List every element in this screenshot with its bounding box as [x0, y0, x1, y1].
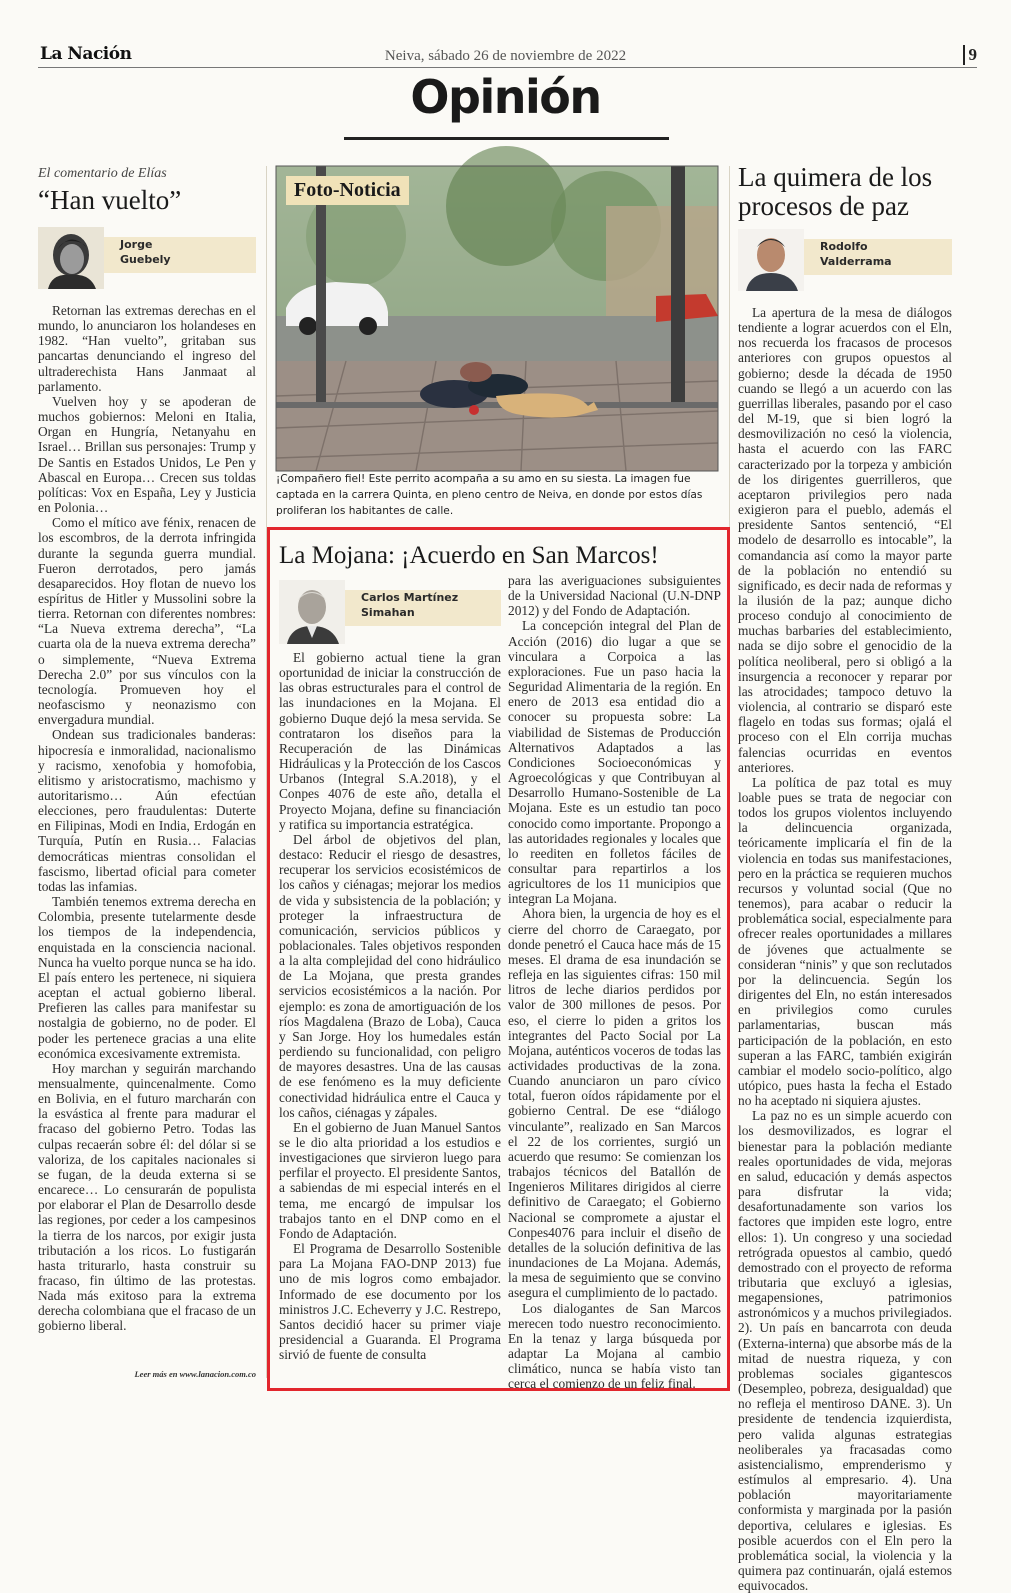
paragraph: La política de paz total es muy loable pues se trata de negociar con todos los grupos violentos incluyendo la delincuencia organizada, teóricamente implicaría el fin de la violencia en todas sus manifestaciones, pero en la práctica se requieren muchos recursos y voluntad social (Que no tenemos), para acabar o reducir la problemática social, especialmente para ofrecer reales oportunidades a millares de jóvenes que actualmente se consideran “ninis” y que son reclutados por la delincuencia. Según los dirigentes del Eln, no están interesados en privilegios como curules parlamentarias, buscan más participación de la población, en esto superan a las FARC, también exigirán cambiar el modelo socio-político, algo utópico, pues hasta la fecha el Estado no ha aceptado ni siquiera ajustes. [738, 774, 952, 1109]
section-title: Opinión [410, 70, 601, 124]
article-headline: “Han vuelto” [38, 185, 182, 215]
author-byline [38, 227, 256, 293]
news-photo [276, 166, 718, 471]
featured-headline: La Mojana: ¡Acuerdo en San Marcos! [279, 542, 659, 569]
featured-body-column-2 [508, 573, 721, 1392]
featured-body-column-1 [279, 650, 501, 1384]
paragraph: La apertura de la mesa de diálogos tendiente a lograr acuerdos con el Eln, nos recuerda los fracasos de procesos anteriores con grupos opuestos al gobierno; desde la década de 1950 cuando se llegó a un acuerdo con las guerrillas liberales, pasando por el caso del M-19, que si bien logró la desmovilización no cesó la violencia, hasta el acuerdo con las FARC caracterizado por la torpeza y ambición de los dirigentes guerrilleros, que aceptaron privilegios pero nada exigieron para el pueblo, además el presidente Santos sentenció, “El modelo de desarrollo es intocable”, la comandancia así como la mayor parte de la población no entendió su significado, es decir nada de reformas y la ilusión de la paz; aunque dicho proceso condujo al conocimiento de muchas barbaries del establecimiento, nada se dijo sobre el genocidio de la política neoliberal, pero si obligó a la insurgencia a reconocer y reparar por las atrocidades; tampoco detuvo la violencia, al contrario se disparó este flagelo en todas sus formas; ojalá el proceso con el Eln corrija muchas falencias ocurridas en eventos anteriores. [738, 305, 952, 775]
author-byline [738, 229, 952, 295]
section-title-rule [344, 137, 669, 140]
read-more-link[interactable]: Leer más en www.lanacion.com.co [134, 1369, 256, 1379]
newspaper-logo: La Nación [40, 44, 132, 64]
photo-news-label: Foto-Noticia [286, 176, 409, 205]
paragraph: para las averiguaciones subsiguientes de la Universidad Nacional (U.N-DNP 2012) y del Fondo de Adaptación. [508, 573, 721, 619]
author-portrait-icon [738, 229, 804, 291]
article-body [738, 305, 952, 1593]
right-column-article [738, 162, 952, 1593]
author-name: Jorge Guebely [120, 238, 171, 266]
paragraph: Retornan las extremas derechas en el mundo, lo anunciaron los holandeses en 1982. “Han vuelto”, gritaban sus pancartas denunciando el ingreso del ultraderechista Hans Janmaat al parlamento. [38, 303, 256, 394]
left-column-article [38, 166, 256, 1385]
paragraph: Vuelven hoy y se apoderan de muchos gobiernos: Meloni en Italia, Organ en Hungría, Netanyahu en Israel… Brillan sus personajes: Trump y De Santis en Estados Unidos, Le Pen y Abascal en Europa… Crecen sus toldas políticas: Vox en España, Ley y Justicia en Polonia… [38, 393, 256, 516]
paragraph: Como el mítico ave fénix, renacen de los escombros, de la derrota infringida durante la segunda guerra mundial. Fueron derrotados, pero jamás desaparecidos. Hoy flotan de nuevo los espíritus de Hitler y Mussolini sobre la tierra. Retornan con diferentes nombres: “La Nueva extrema derecha”, “La cuarta ola de la nueva extrema derecha” o simplemente, “Nueva Extrema Derecha 2.0” por sus vínculos con la tecnología. Promueven hoy el neofascismo y neonazismo con envergadura mundial. [38, 515, 256, 728]
author-name: Rodolfo Valderrama [820, 240, 892, 268]
paragraph: La paz no es un simple acuerdo con los desmovilizados, es lograr el bienestar para la población mediante reales oportunidades de vida, mejoras en salud, educación y demás aspectos para disfrutar la vida; desafortunadamente son varios los factores que impiden este logro, entre ellos: 1). Un congreso y una sociedad retrógrada opuestos al cambio, quedó demostrado con el proyecto de reforma tributaria que excluyó a iglesias, megapensiones, patrimonios astronómicos y a muchos privilegiados. 2). Un país en bancarrota con deuda (Externa-interna) que absorbe más de la mitad de nuestra riqueza, y con problemas sociales gigantescos (Desempleo, pobreza, desigualdad) que no refleja el mentiroso DANE. 3). Un presidente de tendencia izquierdista, pero valida algunas estrategias neoliberales ya fracasadas como asistencialismo, emprenderismo y estímulos al empresario. 4). Una población mayoritariamente conformista y marginada por la pasión deportiva, celulares e iglesias. Es posible acuerdos con el Eln pero la problemática social, la violencia y la quimera paz continuarán, ojalá estemos equivocados. [738, 1108, 952, 1593]
paragraph: La concepción integral del Plan de Acción (2016) dio lugar a que se vinculara a Corpoica a las exploraciones. Fue un paso hacia la Seguridad Alimentaria de la región. En enero de 2013 esa entidad dio a conocer su propuesta sobre: La viabilidad de Sistemas de Producción Alternativos Adaptados a las Condiciones Socioeconómicas y Agroecológicas y que Contribuyan al Desarrollo Humano-Sostenible de La Mojana. Este es un estudio tan poco conocido como importante. Propongo a las autoridades regionales y locales que lo reediten en folletos fáciles de consultar para repartirlos a los agricultores de los 11 municipios que integran La Mojana. [508, 618, 721, 907]
author-portrait-icon [38, 227, 104, 289]
dateline: Neiva, sábado 26 de noviembre de 2022 [384, 48, 627, 64]
paragraph: El gobierno actual tiene la gran oportunidad de iniciar la construcción de las obras estructurales para el control de las inundaciones en la Mojana. El gobierno Duque dejó la mesa servida. Se contrataron los diseños para la Recuperación de las Dinámicas Hidráulicas y la Protección de los Cascos Urbanos (Integral S.A.2018), y el Conpes 4076 de este año, detalla el Proyecto Mojana, define su financiación y ratifica su importancia estratégica. [279, 650, 501, 832]
featured-author-byline [279, 580, 501, 644]
paragraph: Ahora bien, la urgencia de hoy es el cierre del chorro de Caraegato, por donde penetró el Cauca hace más de 15 meses. El drama de esa inundación se refleja en las siguientes cifras: 150 mil litros de leche diarios perdidos por valor de 300 millones de pesos. Por eso, el cierre lo piden a gritos los integrantes del Pacto Social por La Mojana, auténticos voceros de todas las actividades productivas de la zona. Cuando anunciaron un paro cívico total, fueron oídos rápidamente por el gobierno Central. De ese “diálogo vinculante”, realizado en San Marcos el 22 de los corrientes, surgió un acuerdo que resumo: Se comienzan los trabajos técnicos del Batallón de Ingenieros Militares dirigidos al cierre definitivo de Caraegato; el Gobierno Nacional se compromete a ajustar el Conpes4076 para incluir el diseño de detalles de la solución definitiva de las inundaciones de La Mojana. Además, la mesa de seguimiento que se convino asegura el cumplimiento de lo pactado. [508, 906, 721, 1301]
paragraph: Hoy marchan y seguirán marchando mensualmente, quincenalmente. Como en Bolivia, en el futuro marcharán con la esvástica al frente para madurar el fracaso del gobierno Petro. Todas las culpas recaerán sobre él: del dólar si se valoriza, de los capitales nacionales si se fugan, de la deuda externa si se encarece… Lo censurarán de populista por elaborar el Plan de Desarrollo desde las regiones, por ceder a los campesinos la tierra de los narcos, por exigir justa tributación a los ricos. Lo fustigarán hasta triturarlo, hasta construir su fracaso, fin último de las protestas. Nada más exitoso para la extrema derecha colombiana que el fracaso de un gobierno liberal. [38, 1060, 256, 1334]
photo-caption: ¡Compañero fiel! Este perrito acompaña a su amo en su siesta. La imagen fue captada en la carrera Quinta, en pleno centro de Neiva, en donde por estos días proliferan los habitantes de calle. [276, 473, 703, 517]
header-rule [38, 67, 977, 68]
column-kicker: El comentario de Elías [38, 166, 167, 181]
author-portrait-icon [279, 580, 345, 644]
page-number: 9 [963, 45, 978, 65]
paragraph: Ondean sus tradicionales banderas: hipocresía e inmoralidad, nacionalismo y racismo, xenofobia y homofobia, elitismo y aristocratismo, machismo y autoritarismo… Aún efectúan elecciones, pero fraudulentas: Duterte en Filipinas, Modi en India, Erdogán en Turquía, Putín en Rusia… Falacias democráticas mientras consolidan el fascismo, libertad oficial para cometer todas las infamias. [38, 727, 256, 894]
street-photo-icon [276, 166, 718, 471]
author-name: Carlos Martínez Simahan [361, 591, 459, 619]
paragraph: También tenemos extrema derecha en Colombia, presente tutelarmente desde los tiempos de la independencia, enquistada en la consciencia nacional. Nunca ha vuelto porque nunca se ha ido. El país entero les pertenece, ni siquiera aceptan el actual gobierno liberal. Prefieren las calles para manifestar su nostalgia de gobierno, no de poder. El poder les pertenece gracias a una elite económica excesivamente extremista. [38, 894, 256, 1061]
paragraph: El Programa de Desarrollo Sostenible para La Mojana FAO-DNP 2013) fue uno de mis logros como embajador. Informado de ese documento por los ministros J.C. Echeverry y J.C. Restrepo, Santos decidió hacer su primer viaje presidencial a Guaranda. El Programa sirvió de fuente de consulta [279, 1241, 501, 1363]
article-body [38, 303, 256, 1385]
featured-article-box [267, 527, 730, 1391]
article-headline: La quimera de los procesos de paz [738, 162, 933, 221]
paragraph: Del árbol de objetivos del plan, destaco: Reducir el riesgo de desastres, recuperar los servicios ecosistémicos de los caños y ciénagas; mejorar los medios de vida y subsistencia de la población; y proteger la infraestructura de comunicación, servicios públicos y poblacionales. Tales objetivos responden a la alta complejidad del cono hidráulico de La Mojana, que presta grandes servicios ecosistémicos a la nación. Por ejemplo: es zona de amortiguación de los ríos Magdalena (Brazo de Loba), Cauca y San Jorge. Hoy los humedales están perdiendo su funcionalidad, con peligro de mayores desastres. Una de las causas de ese fenómeno es la muy deficiente conectividad hidráulica entre el Cauca y los caños, ciénagas y zápales. [279, 831, 501, 1120]
paragraph: Los dialogantes de San Marcos merecen todo nuestro reconocimiento. En la tenaz y larga búsqueda por adaptar La Mojana al cambio climático, nunca se había visto tan cerca el comienzo de un feliz final. [508, 1300, 721, 1392]
paragraph: En el gobierno de Juan Manuel Santos se le dio alta prioridad a los estudios e investigaciones que sirvieron luego para perfilar el proyecto. El presidente Santos, a sabiendas de mi especial interés en el tema, me encargó de impulsar los trabajos tanto en el DNP como en el Fondo de Adaptación. [279, 1119, 501, 1241]
